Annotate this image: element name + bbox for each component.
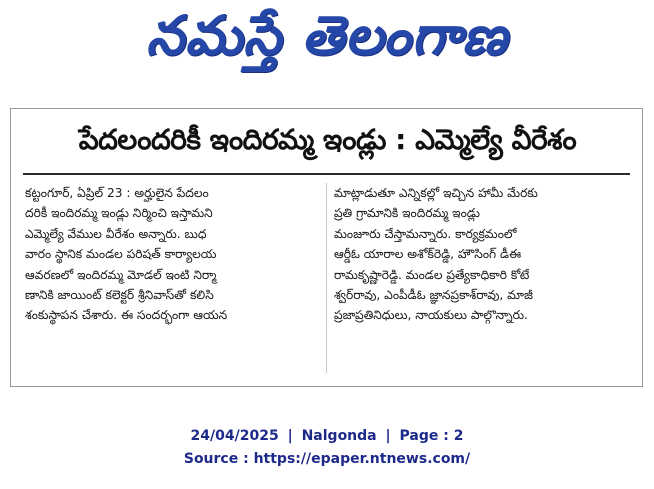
article-text-line: ఆవరణలో ఇందిరమ్మ మోడల్ ఇంటి నిర్మా [25,267,217,282]
separator: | [385,428,391,444]
article-text-line: మాట్లాడుతూ ఎన్నికల్లో ఇచ్చిన హామీ మేరకు [334,186,538,200]
separator: | [287,428,293,444]
article-clipping [10,108,643,387]
article-text-line: ప్రజాప్రతినిధులు, నాయకులు పాల్గొన్నారు. [334,308,528,323]
article-text-line: శ్వర్‌రావు, ఎంపీడీఓ జ్ఞానప్రకాశ్‌రావు, మాజీ [334,288,533,303]
article-text-line: రామకృష్ణారెడ్డి. మండల ప్రత్యేకాధికారి కోటే [334,267,530,282]
article-right-column [334,183,624,378]
article-text-line: కట్టంగూర్, ఏప్రిల్ 23 : అర్హులైన పేదలం [25,186,209,200]
article-text-line: మంజూరు చేస్తామన్నారు. కార్యక్రమంలో [334,226,517,241]
article-text-line: ఆర్డీఓ యారాల అశోక్‌రెడ్డి, హౌసింగ్ డీఈ [334,247,522,262]
edition-location: Nalgonda [301,428,377,444]
article-text-line: వారం స్థానిక మండల పరిషత్ కార్యాలయ [25,247,217,262]
newspaper-masthead [0,0,654,84]
masthead-title: నమస్తే తెలంగాణ [146,3,508,67]
source-link[interactable]: Source : https://epaper.ntnews.com/ [183,451,471,467]
publication-date: 24/04/2025 [190,428,279,444]
article-left-column [25,183,315,378]
article-text-line: శంకుస్థాపన చేశారు. ఈ సందర్భంగా ఆయన [25,308,228,323]
article-headline: పేదలందరికీ ఇందిరమ్మ ఇండ్లు : ఎమ్మెల్యే వీరేశం [78,123,577,156]
article-text-line: ఎమ్మెల్యే వేముల వీరేశం అన్నారు. బుధ [25,226,207,241]
article-text-line: ణానికి జాయింట్ కలెక్టర్ శ్రీనివాస్‌తో కలిసి [25,288,214,303]
publication-info [0,428,654,444]
source-credit [0,451,654,467]
page-number: Page : 2 [399,428,464,444]
headline-divider [23,173,630,175]
article-text-line: ప్రతి గ్రామానికి ఇందిరమ్మ ఇండ్లు [334,206,480,221]
column-divider [326,183,327,373]
article-text-line: దరికీ ఇందిరమ్మ ఇండ్లు నిర్మించి ఇస్తామని [25,206,213,221]
